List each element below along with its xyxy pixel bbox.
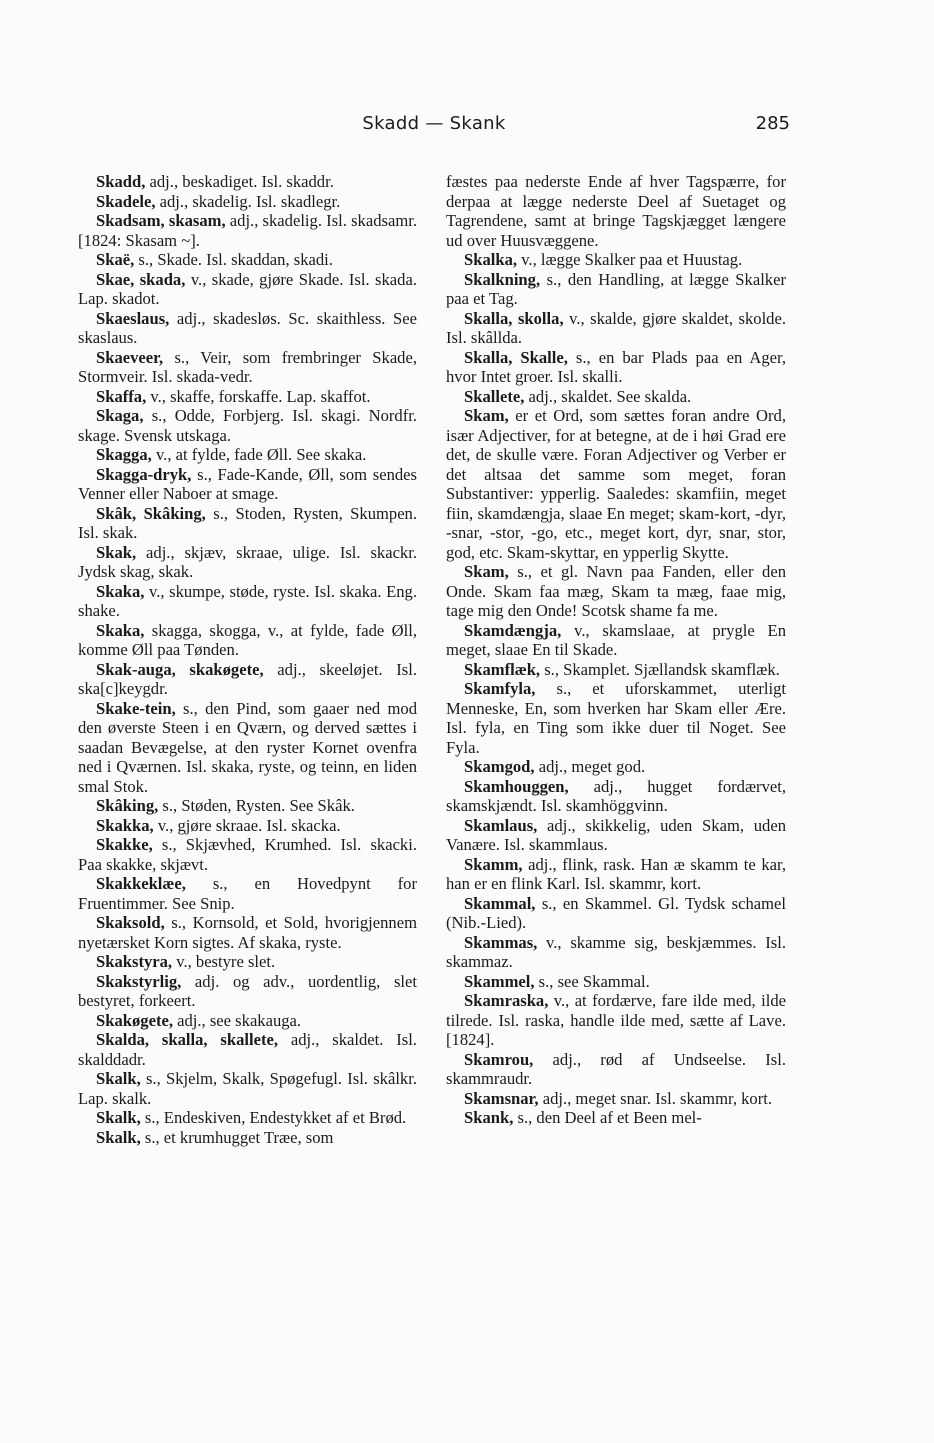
entry-definition: s., den Handling, at lægge Skalker paa et Tag.: [446, 269, 786, 308]
entry-definition: s., Skjævhed, Krumhed. Isl. skacki. Paa skakke, skjævt.: [78, 835, 417, 874]
entry-headword: Skammas,: [464, 932, 538, 952]
running-title: Skadd — Skank: [362, 113, 506, 134]
entry-definition: s., et gl. Navn paa Fanden, eller den Onde. Skam faa mæg, Skam ta mæg, faae mig, tage mig den Onde! Scotsk shame fa me.: [446, 562, 786, 620]
entry-definition: v., skumpe, støde, ryste. Isl. skaka. Eng. shake.: [78, 581, 417, 620]
dictionary-entry: [78, 406, 417, 445]
entry-headword: Skaka,: [96, 620, 145, 640]
dictionary-entry: [78, 874, 417, 913]
dictionary-entry: [78, 172, 417, 192]
entry-definition: s., Stoden, Rysten, Skumpen. Isl. skak.: [78, 503, 418, 542]
dictionary-entry: [78, 1030, 417, 1069]
entry-definition: v., skaffe, forskaffe. Lap. skaffot.: [146, 386, 371, 406]
entry-headword: Skaka,: [96, 581, 145, 601]
entry-headword: Skakstyrlig,: [96, 971, 182, 991]
entry-headword: Skaffa,: [96, 386, 147, 406]
entry-definition: s., Fade-Kande, Øll, som sendes Venner eller Naboer at smage.: [78, 464, 417, 503]
dictionary-entry: [446, 855, 786, 894]
entry-headword: Skakøgete,: [96, 1010, 173, 1030]
entry-headword: Skaë,: [96, 250, 135, 269]
dictionary-entry: [446, 270, 786, 309]
entry-definition: adj., beskadiget. Isl. skaddr.: [145, 172, 334, 191]
entry-headword: Skadele,: [96, 191, 156, 211]
entry-definition: s., Skjelm, Skalk, Spøgefugl. Isl. skâlkr. Lap. skalk.: [78, 1069, 417, 1108]
entry-headword: Skamfyla,: [464, 679, 536, 698]
dictionary-entry: [446, 621, 786, 660]
entry-definition: v., skalde, gjøre skaldet, skolde. Isl. skâllda.: [446, 308, 786, 347]
entry-headword: Skalda, skalla, skallete,: [96, 1030, 278, 1049]
entry-definition: v., gjøre skraae. Isl. skacka.: [153, 815, 341, 835]
entry-headword: Skake-tein,: [96, 698, 176, 718]
dictionary-entry: [78, 1108, 417, 1128]
continued-entry-text: fæstes paa nederste Ende af hver Tagspærre, for derpaa at lægge nederste Deel af Suetaget og Tagrendene, samt at bringe Tagskjægget længere ud over Huusvæggene.: [446, 172, 786, 250]
page-header: [78, 113, 790, 143]
entry-definition: v., bestyre slet.: [172, 952, 276, 971]
entry-headword: Skalk,: [96, 1127, 141, 1147]
dictionary-entry: [78, 796, 417, 816]
entry-headword: Skâking,: [96, 796, 159, 815]
entry-headword: Skamdængja,: [464, 620, 562, 640]
entry-definition: adj., skadelig. Isl. skadlegr.: [155, 191, 341, 211]
right-column-entries: [446, 250, 786, 1128]
entry-headword: Skagga,: [96, 445, 152, 464]
entry-definition: s., Kornsold, et Sold, hvorigjennem nyetærsket Korn sigtes. Af skaka, ryste.: [78, 913, 417, 952]
dictionary-entry: [78, 816, 417, 836]
entry-headword: Skaeslaus,: [96, 308, 170, 328]
entry-definition: adj., flink, rask. Han æ skamm te kar, han er en flink Karl. Isl. skammr, kort.: [446, 854, 786, 893]
entry-headword: Skam,: [464, 406, 509, 425]
entry-headword: Skank,: [464, 1108, 514, 1127]
entry-headword: Skamhouggen,: [464, 776, 569, 796]
entry-headword: Skae, skada,: [96, 269, 186, 289]
dictionary-entry: [446, 679, 786, 757]
entry-definition: adj., skadelig. Isl. skadsamr. [1824: Skasam ~].: [78, 211, 417, 250]
dictionary-entry: [78, 1011, 417, 1031]
entry-definition: s., den Deel af et Been mel-: [513, 1108, 702, 1127]
entry-headword: Skalla, skolla,: [464, 308, 564, 328]
entry-definition: s., Veir, som frembringer Skade, Stormveir. Isl. skada-vedr.: [78, 347, 417, 386]
dictionary-entry: [446, 972, 786, 992]
entry-definition: v., skade, gjøre Skade. Isl. skada. Lap. skadot.: [78, 269, 417, 308]
dictionary-entry: [78, 952, 417, 972]
entry-headword: Skaeveer,: [96, 347, 164, 367]
entry-headword: Skammal,: [464, 893, 536, 913]
entry-definition: er et Ord, som sættes foran andre Ord, især Adjectiver, for at betegne, at de i høi Grad ere det, de skulle være. Foran Adjectiver og Verber er det altsaa det samme som meget, foran Substantiver: ypperlig. Saaledes: skamfiin, meget fiin, skamdængja, slaae En meget; skam-kort, -dyr, -snar, -stor, -go, etc., meget kort, dyr, snar, stor, god, etc. Skam-skyttar, en ypperlig Skytte.: [446, 406, 786, 562]
entry-definition: s., et krumhugget Træe, som: [140, 1127, 334, 1147]
entry-definition: s., den Pind, som gaaer ned mod den øverste Steen i en Qværn, og derved sættes i saadan Bevægelse, at den ryster Kornet ovenfra ned i Qværnen. Isl. skaka, ryste, og teinn, en liden smal Stok.: [78, 698, 417, 796]
entry-headword: Skalkning,: [464, 269, 541, 289]
entry-headword: Skalla, Skalle,: [464, 347, 568, 367]
dictionary-entry: [78, 250, 417, 270]
entry-headword: Skakka,: [96, 815, 154, 835]
entry-definition: adj. og adv., uordentlig, slet bestyret, forkeert.: [78, 971, 417, 1010]
entry-headword: Skak,: [96, 542, 137, 562]
entry-headword: Skammel,: [464, 971, 535, 991]
entry-headword: Skamlaus,: [464, 815, 538, 835]
entry-definition: s., Endeskiven, Endestykket af et Brød.: [140, 1108, 407, 1127]
entry-headword: Skagga-dryk,: [96, 464, 192, 484]
dictionary-entry: [78, 309, 417, 348]
entry-headword: Skadsam, skasam,: [96, 211, 226, 230]
entry-headword: Skalk,: [96, 1069, 141, 1088]
dictionary-entry: [446, 348, 786, 387]
entry-headword: Skalka,: [464, 250, 518, 269]
entry-headword: Skaksold,: [96, 913, 165, 932]
dictionary-entry: [446, 309, 786, 348]
dictionary-entry: [78, 543, 417, 582]
entry-definition: skagga, skogga, v., at fylde, fade Øll, komme Øll paa Tønden.: [78, 620, 417, 659]
entry-definition: adj., skaldet. See skalda.: [524, 386, 692, 406]
dictionary-entry: [446, 562, 786, 621]
dictionary-entry: [446, 894, 786, 933]
page-number: 285: [755, 113, 790, 134]
dictionary-entry: [78, 699, 417, 797]
entry-definition: adj., skadesløs. Sc. skaithless. See skaslaus.: [78, 308, 417, 347]
right-column: [446, 172, 786, 1128]
dictionary-entry: [78, 211, 417, 250]
entry-headword: Skak-auga, skakøgete,: [96, 659, 264, 679]
dictionary-entry: [78, 621, 417, 660]
entry-headword: Skallete,: [464, 386, 525, 406]
dictionary-entry: [446, 387, 786, 407]
dictionary-entry: [78, 445, 417, 465]
entry-definition: adj., rød af Undseelse. Isl. skammraudr.: [446, 1049, 786, 1088]
entry-definition: s., Støden, Rysten. See Skâk.: [158, 796, 355, 815]
entry-definition: adj., skeeløjet. Isl. ska[c]keygdr.: [78, 659, 417, 698]
entry-definition: s., en Skammel. Gl. Tydsk schamel (Nib.-Lied).: [446, 893, 786, 932]
dictionary-entry: [446, 933, 786, 972]
dictionary-entry: [78, 387, 417, 407]
entry-headword: Skam,: [464, 562, 509, 581]
entry-headword: Skamrou,: [464, 1049, 534, 1069]
dictionary-entry: [78, 660, 417, 699]
entry-definition: v., at fylde, fade Øll. See skaka.: [151, 445, 367, 464]
entry-headword: Skamflæk,: [464, 659, 541, 679]
entry-definition: adj., skaldet. Isl. skalddadr.: [78, 1030, 417, 1069]
entry-definition: s., Skade. Isl. skaddan, skadi.: [134, 250, 333, 269]
entry-headword: Skakstyra,: [96, 952, 173, 971]
entry-definition: s., Odde, Forbjerg. Isl. skagi. Nordfr. skage. Svensk utskaga.: [78, 406, 417, 445]
dictionary-entry: [78, 913, 417, 952]
entry-headword: Skamm,: [464, 854, 523, 874]
dictionary-entry: [78, 465, 417, 504]
entry-headword: Skalk,: [96, 1108, 141, 1127]
entry-definition: adj., meget snar. Isl. skammr, kort.: [538, 1088, 773, 1108]
entry-headword: Skamsnar,: [464, 1088, 539, 1108]
dictionary-entry: [78, 348, 417, 387]
dictionary-entry: [446, 991, 786, 1050]
dictionary-entry: [446, 1108, 786, 1128]
dictionary-entry: [446, 250, 786, 270]
entry-definition: s., en Hovedpynt for Fruentimmer. See Snip.: [78, 874, 417, 913]
entry-headword: Skamgod,: [464, 757, 535, 776]
dictionary-entry: [446, 406, 786, 562]
entry-headword: Skaga,: [96, 406, 144, 425]
dictionary-entry: [78, 192, 417, 212]
dictionary-entry: [78, 582, 417, 621]
entry-definition: s., see Skammal.: [534, 971, 650, 991]
entry-definition: v., lægge Skalker paa et Huustag.: [517, 250, 743, 269]
entry-definition: v., skamme sig, beskjæmmes. Isl. skammaz.: [446, 932, 786, 971]
dictionary-entry: [446, 816, 786, 855]
entry-definition: s., et uforskammet, uterligt Menneske, En, som hverken har Skam eller Ære. Isl. fyla, en Ting som ikke duer til Noget. See Fyla.: [446, 679, 786, 757]
entry-definition: adj., skikkelig, uden Skam, uden Vanære. Isl. skammlaus.: [446, 815, 786, 854]
dictionary-entry: [446, 1089, 786, 1109]
entry-headword: Skadd,: [96, 172, 146, 191]
entry-headword: Skakkeklæe,: [96, 874, 186, 893]
entry-headword: Skakke,: [96, 835, 153, 854]
entry-definition: adj., meget god.: [534, 757, 646, 776]
dictionary-entry: [446, 777, 786, 816]
entry-definition: adj., skjæv, skraae, ulige. Isl. skackr. Jydsk skag, skak.: [78, 542, 417, 581]
dictionary-entry: [446, 1050, 786, 1089]
entry-definition: adj., hugget fordærvet, skamskjændt. Isl. skamhöggvinn.: [446, 776, 786, 815]
entry-definition: adj., see skakauga.: [172, 1010, 302, 1030]
entry-definition: v., skamslaae, at prygle En meget, slaae En til Skade.: [446, 620, 786, 659]
entry-headword: Skâk, Skâking,: [96, 503, 206, 523]
dictionary-entry: [78, 504, 417, 543]
left-column: [78, 172, 417, 1147]
entry-definition: v., at fordærve, fare ilde med, ilde tilrede. Isl. raska, handle ilde med, sætte af Lave. [1824].: [446, 991, 786, 1049]
dictionary-entry: [78, 1069, 417, 1108]
dictionary-entry: [78, 835, 417, 874]
dictionary-entry: [78, 270, 417, 309]
dictionary-entry: [446, 757, 786, 777]
dictionary-entry: [78, 1128, 417, 1148]
entry-definition: s., Skamplet. Sjællandsk skamflæk.: [540, 659, 780, 679]
entry-headword: Skamraska,: [464, 991, 549, 1010]
entry-definition: s., en bar Plads paa en Ager, hvor Intet groer. Isl. skalli.: [446, 347, 786, 386]
dictionary-entry: [78, 972, 417, 1011]
dictionary-entry: [446, 660, 786, 680]
